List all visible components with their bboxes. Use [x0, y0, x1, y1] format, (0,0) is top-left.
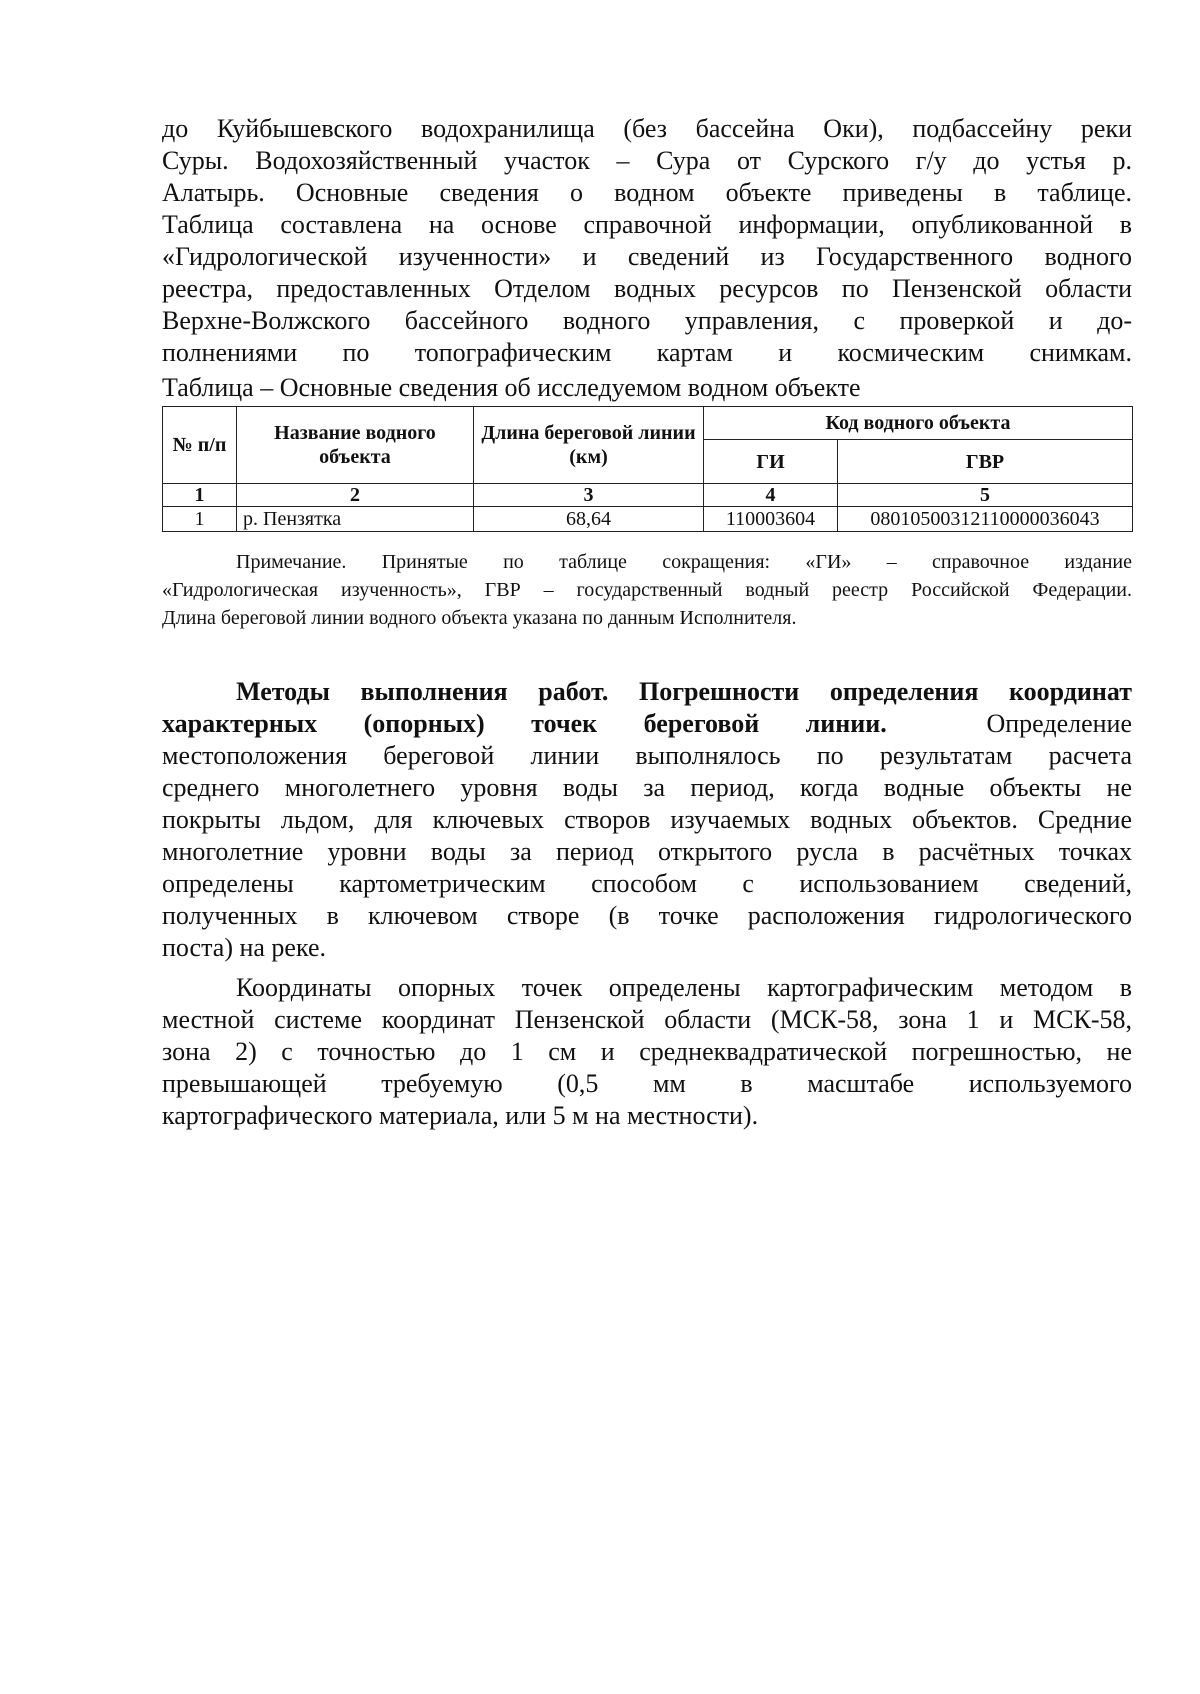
cell-num: 1 — [163, 507, 237, 532]
intro-line-5: «Гидрологической изученности» и сведений из Государственного водного — [162, 242, 1132, 271]
note-line-2: «Гидрологическая изученность», ГВР – государственный водный реестр Российской Федерации. — [162, 579, 1132, 601]
note-line-1: Примечание. Принятые по таблице сокращения: «ГИ» – справочное издание — [236, 551, 1132, 573]
column-number-row — [163, 484, 1133, 507]
table-row — [163, 507, 1133, 532]
header-num: № п/п — [163, 407, 237, 484]
column-number: 3 — [474, 484, 704, 507]
methods-line: многолетние уровни воды за период открытого русла в расчётных точках — [162, 837, 1132, 866]
methods-line: определены картометрическим способом с использованием сведений, — [162, 869, 1132, 898]
methods-line: покрыты льдом, для ключевых створов изучаемых водных объектов. Средние — [162, 805, 1132, 834]
methods-heading-line-2-wrap — [162, 708, 1132, 740]
cell-length: 68,64 — [474, 507, 704, 532]
intro-line-7: Верхне-Волжского бассейного водного управления, с проверкой и до- — [162, 306, 1132, 335]
table-caption: Таблица – Основные сведения об исследуемом водном объекте — [162, 373, 861, 402]
methods-line: полученных в ключевом створе (в точке расположения гидрологического — [162, 901, 1132, 930]
header-name: Название водного объекта — [237, 407, 474, 484]
column-number: 5 — [838, 484, 1133, 507]
methods-line: среднего многолетнего уровня воды за период, когда водные объекты не — [162, 773, 1132, 802]
methods-heading-line-1: Методы выполнения работ. Погрешности определения координат — [236, 677, 1132, 706]
intro-line-4: Таблица составлена на основе справочной информации, опубликованной в — [162, 210, 1132, 239]
column-number: 2 — [237, 484, 474, 507]
header-length: Длина береговой линии (км) — [474, 407, 704, 484]
methods-line-2-tail: Определение — [986, 709, 1132, 738]
column-number: 1 — [163, 484, 237, 507]
coords-line: превышающей требуемую (0,5 мм в масштабе используемого — [162, 1069, 1132, 1098]
header-code-group: Код водного объекта — [704, 407, 1133, 440]
cell-gvr: 08010500312110000036043 — [838, 507, 1133, 532]
intro-line-2: Суры. Водохозяйственный участок – Сура от Сурского г/у до устья р. — [162, 146, 1132, 175]
coords-line: местной системе координат Пензенской области (МСК-58, зона 1 и МСК-58, — [162, 1005, 1132, 1034]
intro-line-1: до Куйбышевского водохранилища (без бассейна Оки), подбассейну реки — [162, 114, 1132, 143]
column-number: 4 — [704, 484, 838, 507]
intro-line-3: Алатырь. Основные сведения о водном объекте приведены в таблице. — [162, 178, 1132, 207]
water-object-table — [162, 406, 1133, 532]
methods-line: поста) на реке. — [162, 933, 326, 962]
coords-line: картографического материала, или 5 м на местности). — [162, 1101, 759, 1130]
header-gvr: ГВР — [838, 440, 1133, 484]
intro-line-6: реестра, предоставленных Отделом водных ресурсов по Пензенской области — [162, 274, 1132, 303]
note-line-3: Длина береговой линии водного объекта указана по данным Исполнителя. — [162, 607, 797, 629]
header-gi: ГИ — [704, 440, 838, 484]
cell-name: р. Пензятка — [237, 507, 474, 532]
cell-gi: 110003604 — [704, 507, 838, 532]
coords-line: Координаты опорных точек определены картографическим методом в — [236, 973, 1132, 1002]
methods-heading-line-2: характерных (опорных) точек береговой линии. — [162, 709, 887, 738]
methods-line: местоположения береговой линии выполнялось по результатам расчета — [162, 741, 1132, 770]
coords-line: зона 2) с точностью до 1 см и среднеквадратической погрешностью, не — [162, 1037, 1132, 1066]
intro-line-8: полнениями по топографическим картам и космическим снимкам. — [162, 338, 1132, 367]
table-header-row — [163, 407, 1133, 440]
